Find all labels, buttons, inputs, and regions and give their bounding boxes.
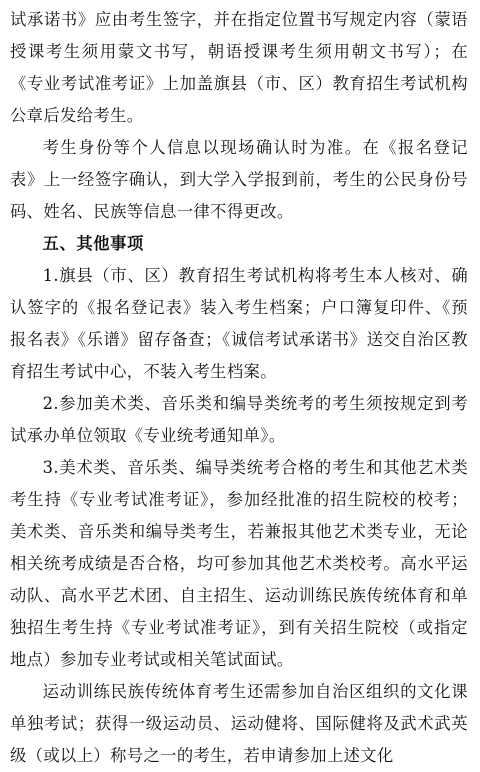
item-2-notice: 2.参加美术类、音乐类和编导类统考的考生须按规定到考试承办单位领取《专业统考通知单》。 [10, 394, 468, 445]
item-1-archive: 1.旗县（市、区）教育招生考试机构将考生本人核对、确认签字的《报名登记表》装入考生档案；户口簿复印件、《预报名表》《乐谱》留存备查；《诚信考试承诺书》送交自治区教育招生考试中心，不装入考生档案。 [10, 266, 468, 381]
paragraph-exam-pledge: 试承诺书》应由考生签字，并在指定位置书写规定内容（蒙语授课考生须用蒙文书写，朝语授课考生须用朝文书写）；在《专业考试准考证》上加盖旗县（市、区）教育招生考试机构公章后发给考生。 [10, 10, 468, 125]
item-3-school-exam: 3.美术类、音乐类、编导类统考合格的考生和其他艺术类考生持《专业考试准考证》，参加经批准的招生院校的校考；美术类、音乐类和编导类考生，若兼报其他艺术类专业，无论相关统考成绩是否合格，均可参加其他艺术类校考。高水平运动队、高水平艺术团、自主招生、运动训练民族传统体育和单独招生考生持《专业考试准考证》，到有关招生院校（或指定地点）参加专业考试或相关笔试面试。 [10, 458, 468, 669]
section-heading-other-matters: 五、其他事项 [42, 234, 144, 253]
paragraph-identity-info: 考生身份等个人信息以现场确认时为准。在《报名登记表》上一经签字确认，到大学入学报到前，考生的公民身份号码、姓名、民族等信息一律不得更改。 [10, 138, 468, 221]
paragraph-ethnic-sports: 运动训练民族传统体育考生还需参加自治区组织的文化课单独考试；获得一级运动员、运动健将、国际健将及武术武英级（或以上）称号之一的考生，若申请参加上述文化 [10, 682, 468, 765]
